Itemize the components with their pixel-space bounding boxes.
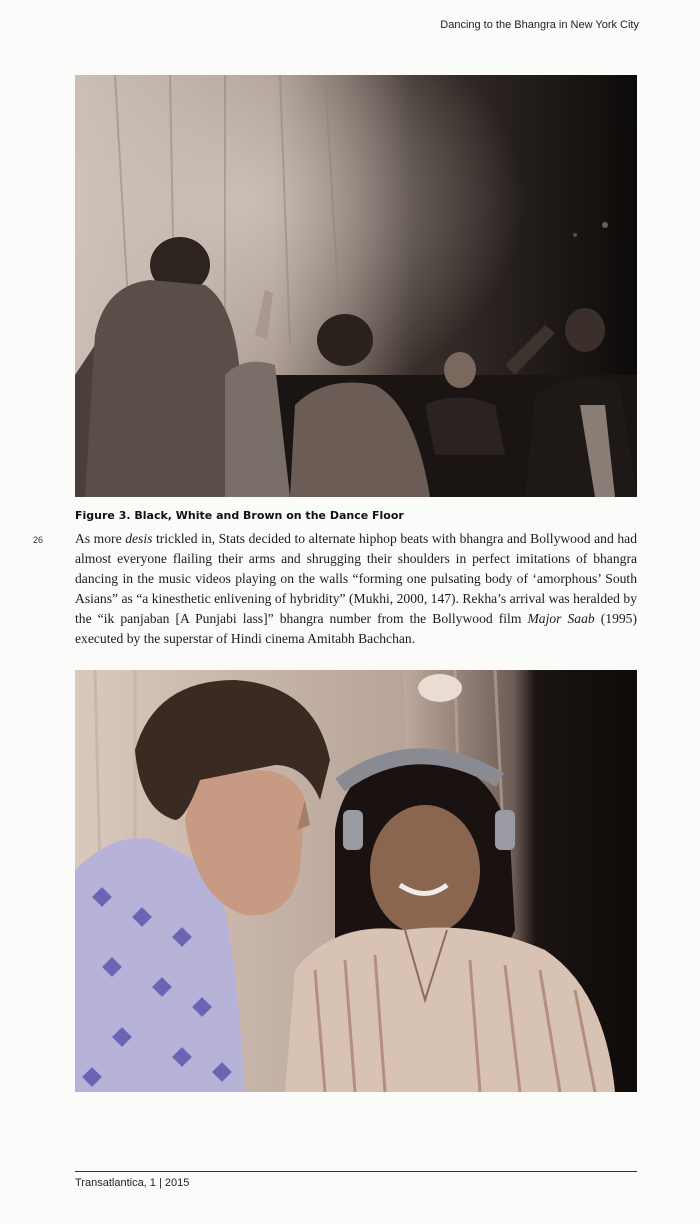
text-segment: trickled in, Stats decided to alternate hiphop beats with bhangra and Bollywood and had almost everyone flailing their arms and shrugging their shoulders in perfect imitations of bhangra dancing in the music videos playing on the walls “forming one pulsating body of ‘amorphous’ South Asians” as “a kinesthetic enlivening of hybridity” (Mukhi, 2000, 147). Rekha’s arrival was heralded by the “ik panjaban [A Punjabi lass]” bhangra number from the Bollywood film bbox=[75, 531, 637, 626]
text-segment-italic: desis bbox=[125, 531, 153, 546]
figure-caption: Figure 3. Black, White and Brown on the Dance Floor bbox=[75, 509, 404, 522]
text-segment-italic: Major Saab bbox=[527, 610, 595, 626]
running-header: Dancing to the Bhangra in New York City bbox=[440, 19, 639, 31]
paragraph-number: 26 bbox=[33, 535, 44, 545]
text-segment: As more bbox=[75, 531, 126, 546]
text-segment: (1995) executed by the superstar of Hindi cinema Amitabh Bachchan. bbox=[75, 610, 638, 646]
body-paragraph bbox=[75, 529, 637, 648]
footer-rule bbox=[75, 1171, 637, 1172]
dj-portrait-photo bbox=[75, 670, 637, 1092]
footer-citation: Transatlantica, 1 | 2015 bbox=[75, 1177, 190, 1189]
dance-floor-photo bbox=[75, 75, 637, 497]
